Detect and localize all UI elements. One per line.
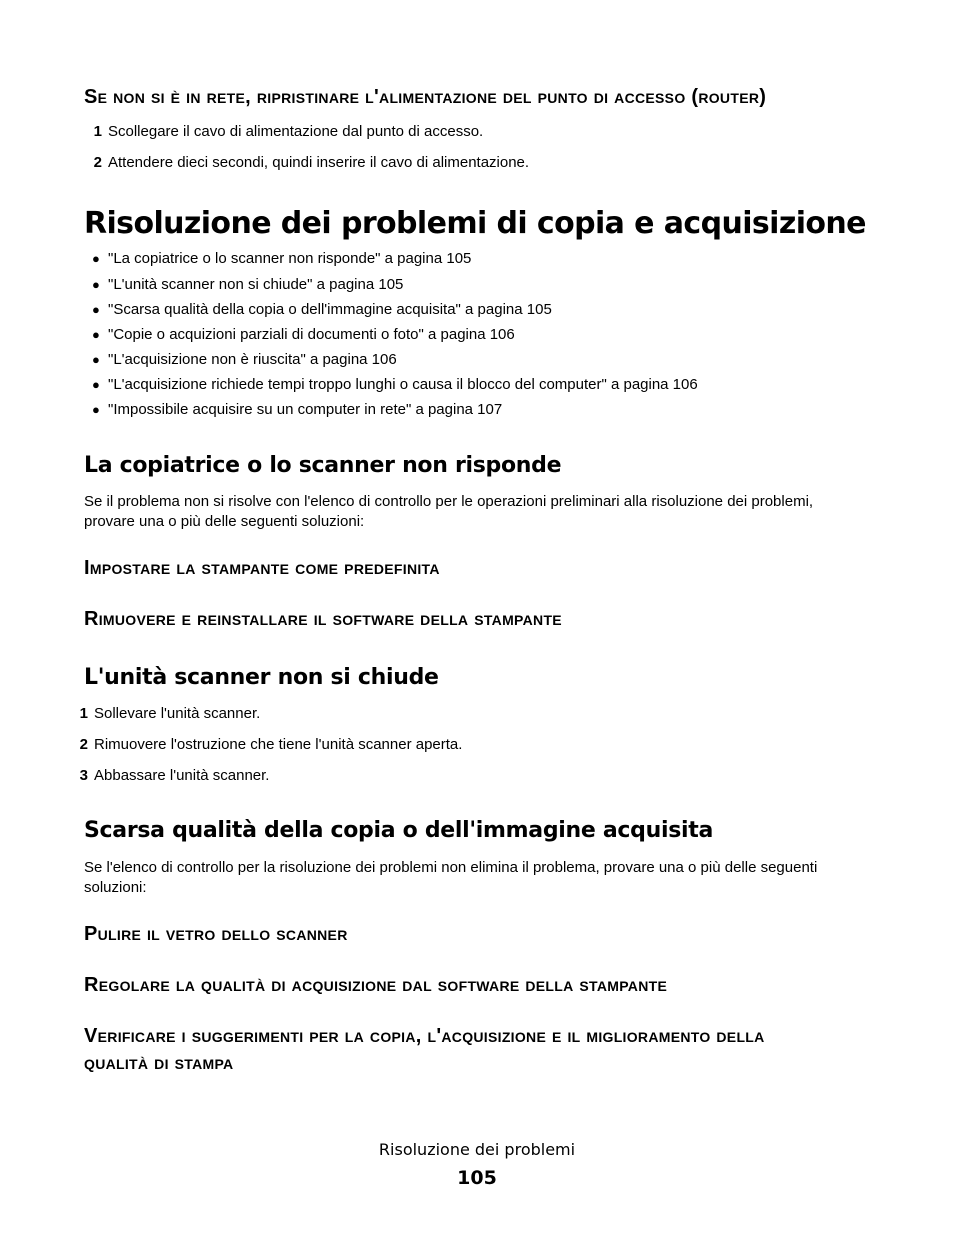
copier-subheading-2: Rimuovere e reinstallare il software della stampante: [84, 608, 562, 630]
quality-title: Scarsa qualità della copia o dell'immagine acquisita: [84, 818, 714, 843]
scanner-step-3: [70, 767, 269, 787]
toc-item[interactable]: [92, 351, 397, 371]
toc-item[interactable]: [92, 276, 403, 296]
toc-link[interactable]: "L'acquisizione richiede tempi troppo lunghi o causa il blocco del computer" a pagina 106: [108, 376, 698, 393]
toc-item[interactable]: [92, 376, 698, 396]
toc-item[interactable]: [92, 301, 552, 321]
step-text: Sollevare l'unità scanner.: [94, 705, 261, 722]
bullet-icon: ●: [92, 302, 100, 317]
scanner-title: L'unità scanner non si chiude: [84, 665, 439, 690]
toc-item[interactable]: [92, 326, 515, 346]
bullet-icon: ●: [92, 251, 100, 266]
page-number: 105: [457, 1167, 497, 1189]
toc-link[interactable]: "L'unità scanner non si chiude" a pagina 105: [108, 276, 404, 293]
bullet-icon: ●: [92, 327, 100, 342]
toc-link[interactable]: "Scarsa qualità della copia o dell'immagine acquisita" a pagina 105: [108, 301, 552, 318]
bullet-icon: ●: [92, 377, 100, 392]
step-text: Rimuovere l'ostruzione che tiene l'unità scanner aperta.: [94, 736, 463, 753]
quality-subheading-2: Regolare la qualità di acquisizione dal software della stampante: [84, 974, 668, 996]
step-text: Abbassare l'unità scanner.: [94, 767, 270, 784]
quality-subheading-3-line1: Verificare i suggerimenti per la copia, l'acquisizione e il miglioramento della: [84, 1025, 765, 1047]
quality-intro: Se l'elenco di controllo per la risoluzione dei problemi non elimina il problema, provare una o più delle seguenti soluzioni:: [84, 859, 818, 896]
scanner-step-1: [70, 705, 260, 725]
step-text: Attendere dieci secondi, quindi inserire il cavo di alimentazione.: [108, 154, 530, 171]
step-text: Scollegare il cavo di alimentazione dal punto di accesso.: [108, 123, 484, 140]
copier-intro: Se il problema non si risolve con l'elenco di controllo per le operazioni preliminari alla risoluzione dei problemi, provare una o più delle seguenti soluzioni:: [84, 493, 814, 530]
quality-subheading-1: Pulire il vetro dello scanner: [84, 923, 348, 945]
toc-item[interactable]: [92, 250, 471, 270]
bullet-icon: ●: [92, 402, 100, 417]
main-title: Risoluzione dei problemi di copia e acquisizione: [84, 206, 866, 241]
bullet-icon: ●: [92, 277, 100, 292]
bullet-icon: ●: [92, 352, 100, 367]
step-number: 3: [79, 767, 88, 784]
toc-link[interactable]: "Copie o acquizioni parziali di documenti o foto" a pagina 106: [108, 326, 515, 343]
toc-link[interactable]: "La copiatrice o lo scanner non risponde" a pagina 105: [108, 250, 472, 267]
step-number: 2: [93, 154, 102, 171]
step-number: 2: [79, 736, 88, 753]
scanner-step-2: [70, 736, 462, 756]
router-step-1: [84, 123, 483, 143]
router-heading: Se non si è in rete, ripristinare l'alimentazione del punto di accesso (router): [84, 86, 767, 108]
router-step-2: [84, 154, 529, 174]
copier-title: La copiatrice o lo scanner non risponde: [84, 453, 562, 478]
step-number: 1: [79, 705, 88, 722]
toc-item[interactable]: [92, 401, 502, 421]
copier-subheading-1: Impostare la stampante come predefinita: [84, 557, 440, 579]
quality-subheading-3-line2: qualità di stampa: [84, 1052, 234, 1074]
toc-link[interactable]: "L'acquisizione non è riuscita" a pagina 106: [108, 351, 397, 368]
footer-label: Risoluzione dei problemi: [378, 1140, 576, 1159]
toc-link[interactable]: "Impossibile acquisire su un computer in rete" a pagina 107: [108, 401, 503, 418]
step-number: 1: [93, 123, 102, 140]
